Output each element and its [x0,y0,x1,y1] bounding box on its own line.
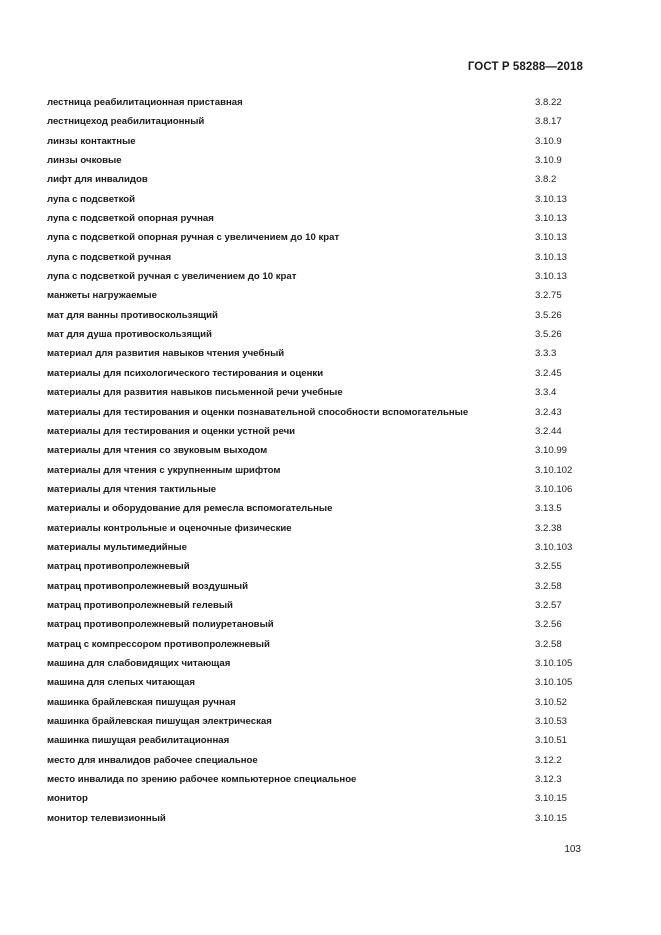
index-term: матрац противопролежневый полиуретановый [47,619,274,631]
index-entry [47,811,587,830]
index-term: матрац противопролежневый воздушный [47,580,249,592]
index-reference: 3.10.13 [535,251,568,263]
index-entry [47,559,587,578]
index-reference: 3.3.4 [535,387,557,399]
index-entry [47,521,587,540]
index-reference: 3.10.106 [535,483,573,495]
index-reference: 3.5.26 [535,329,562,341]
index-term: материалы контрольные и оценочные физические [47,522,292,534]
index-term: материалы для тестирования и оценки устной речи [47,425,296,437]
index-term: лупа с подсветкой ручная [47,251,172,263]
index-term: материалы для чтения со звуковым выходом [47,445,268,457]
index-entry [47,714,587,733]
index-term: монитор телевизионный [47,812,166,824]
index-reference: 3.8.2 [535,174,557,186]
index-reference: 3.12.3 [535,774,562,786]
index-entry [47,288,587,307]
index-term: материалы для тестирования и оценки познавательной способности вспомогательные [47,406,469,418]
index-reference: 3.2.55 [535,561,562,573]
index-term: машина для слабовидящих читающая [47,657,231,669]
index-entry [47,114,587,133]
index-term: машинка пишущая реабилитационная [47,735,230,747]
index-entry [47,366,587,385]
index-term: лупа с подсветкой ручная с увеличением до 10 крат [47,271,297,283]
index-term: материал для развития навыков чтения учебный [47,348,285,360]
index-term: машинка брайлевская пишущая ручная [47,696,236,708]
index-entry [47,134,587,153]
index-entry [47,579,587,598]
index-entry [47,617,587,636]
index-term: материалы для чтения с укрупненным шрифтом [47,464,281,476]
index-entry [47,598,587,617]
index-reference: 3.3.3 [535,348,557,360]
index-reference: 3.2.58 [535,638,562,650]
index-reference: 3.2.43 [535,406,562,418]
index-term: материалы и оборудование для ремесла вспомогательные [47,503,333,515]
index-term: машинка брайлевская пишущая электрическая [47,716,272,727]
index-entry [47,308,587,327]
index-term: место инвалида по зрению рабочее компьютерное специальное [47,774,357,786]
index-entry [47,482,587,501]
index-entry [47,153,587,172]
index-entry [47,405,587,424]
index-entry [47,346,587,365]
index-term: матрац противопролежневый [47,561,190,573]
index-term: монитор [47,793,88,805]
index-reference: 3.2.56 [535,619,562,631]
index-reference: 3.10.15 [535,812,568,824]
index-entry [47,443,587,462]
index-reference: 3.10.52 [535,696,568,708]
index-term: мат для душа противоскользящий [47,329,212,341]
index-term: мат для ванны противоскользящий [47,309,218,321]
index-term: линзы контактные [47,135,136,147]
index-reference: 3.10.105 [535,677,573,689]
index-reference: 3.10.99 [535,445,568,457]
index-term: лестницеход реабилитационный [47,116,205,128]
index-term: лупа с подсветкой опорная ручная [47,213,214,225]
index-entry [47,695,587,714]
index-term: лупа с подсветкой [47,193,136,205]
index-entry [47,424,587,443]
index-term: лестница реабилитационная приставная [47,97,243,108]
index-term: материалы для чтения тактильные [47,483,217,495]
index-reference: 3.5.26 [535,309,562,321]
index-entry [47,95,587,114]
page-number: 103 [564,844,581,855]
index-reference: 3.10.13 [535,193,568,205]
index-entry [47,385,587,404]
index-term: матрац с компрессором противопролежневый [47,638,270,650]
index-term: лупа с подсветкой опорная ручная с увеличением до 10 крат [47,232,340,244]
index-entry [47,327,587,346]
index-entry [47,540,587,559]
index-entry [47,172,587,191]
document-standard-header: ГОСТ Р 58288—2018 [467,61,583,73]
index-reference: 3.10.51 [535,735,568,747]
index-list [47,95,587,830]
index-reference: 3.2.57 [535,599,562,611]
index-reference: 3.10.13 [535,232,568,244]
index-reference: 3.10.105 [535,657,573,669]
index-entry [47,637,587,656]
index-reference: 3.8.17 [535,116,562,128]
index-entry [47,675,587,694]
index-reference: 3.8.22 [535,97,562,108]
index-term: машина для слепых читающая [47,677,195,689]
index-reference: 3.13.5 [535,503,562,515]
index-reference: 3.2.58 [535,580,562,592]
index-entry [47,656,587,675]
index-term: материалы мультимедийные [47,541,187,553]
index-reference: 3.10.103 [535,541,573,553]
index-reference: 3.10.13 [535,213,568,225]
index-reference: 3.10.13 [535,271,568,283]
index-term: место для инвалидов рабочее специальное [47,754,258,766]
index-entry [47,733,587,752]
index-reference: 3.2.38 [535,522,562,534]
index-entry [47,772,587,791]
index-entry [47,192,587,211]
index-term: матрац противопролежневый гелевый [47,599,233,611]
index-term: линзы очковые [47,155,122,167]
index-reference: 3.2.75 [535,290,562,302]
index-reference: 3.2.44 [535,425,562,437]
index-reference: 3.10.53 [535,716,568,727]
index-entry [47,211,587,230]
index-entry [47,791,587,810]
index-reference: 3.10.102 [535,464,573,476]
index-entry [47,230,587,249]
index-entry [47,501,587,520]
index-term: материалы для развития навыков письменной речи учебные [47,387,343,399]
index-reference: 3.10.15 [535,793,568,805]
index-reference: 3.2.45 [535,367,562,379]
index-term: манжеты нагружаемые [47,290,157,302]
index-reference: 3.10.9 [535,155,562,167]
index-reference: 3.12.2 [535,754,562,766]
index-entry [47,250,587,269]
index-reference: 3.10.9 [535,135,562,147]
index-term: материалы для психологического тестирования и оценки [47,367,324,379]
index-entry [47,753,587,772]
index-entry [47,269,587,288]
index-entry [47,463,587,482]
index-term: лифт для инвалидов [47,174,148,186]
